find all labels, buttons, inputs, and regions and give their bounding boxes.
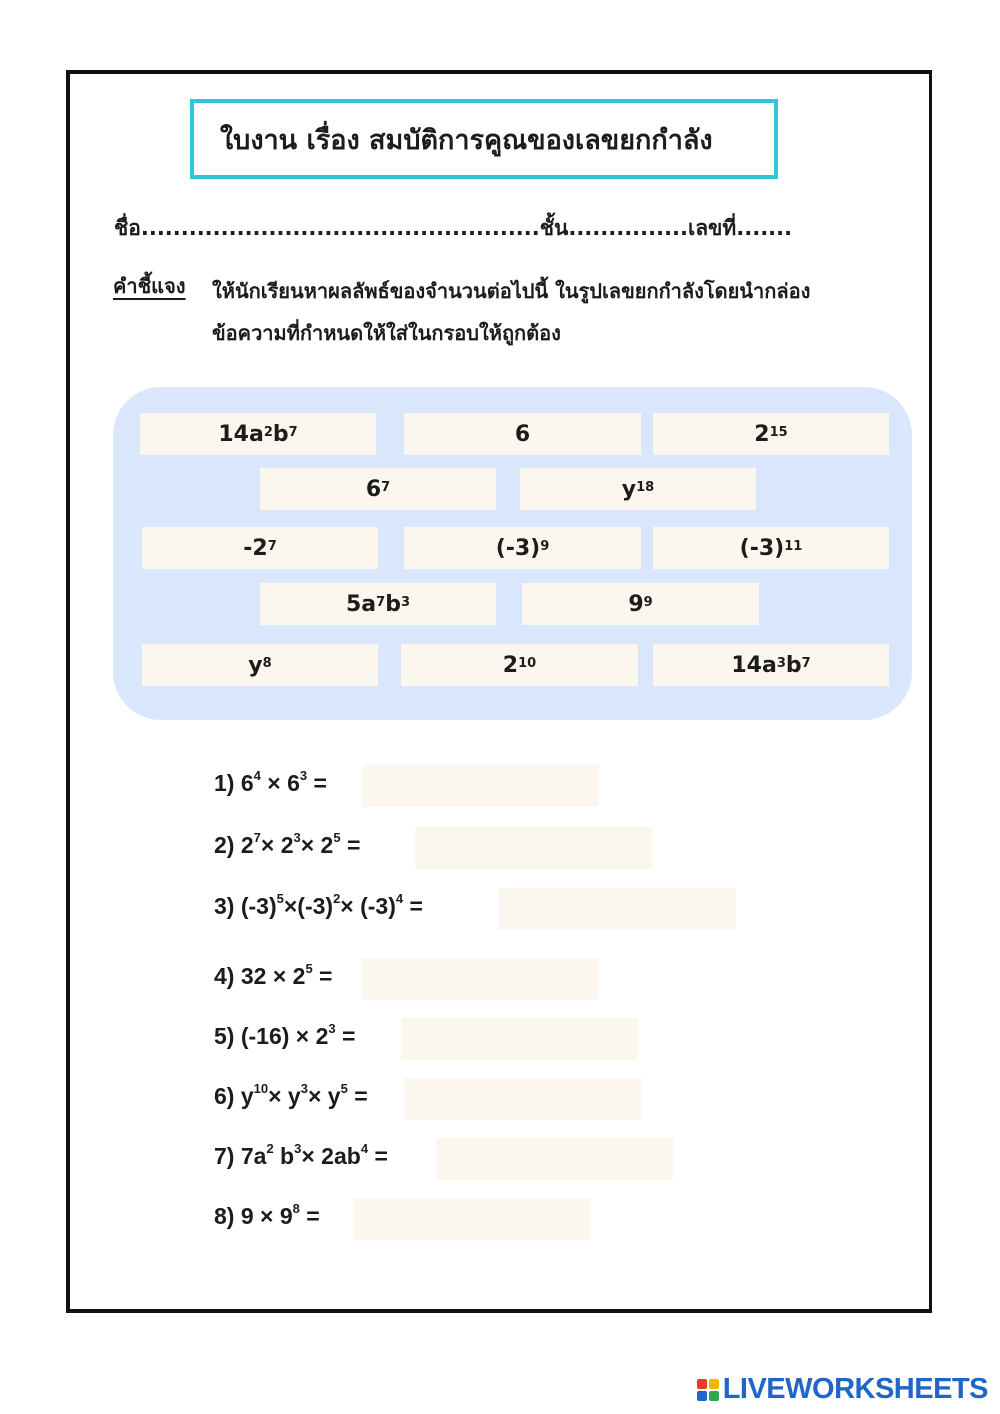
answer-drop-slot[interactable]: [401, 1018, 638, 1060]
expression-base: b: [273, 1143, 295, 1169]
chip-exponent: 9: [643, 594, 653, 610]
chip-base: -2: [243, 535, 268, 561]
chip-base: b: [272, 421, 289, 447]
question-number: 6): [214, 1083, 241, 1109]
chip-exponent: 11: [784, 538, 803, 554]
answer-chip[interactable]: [260, 583, 496, 625]
answer-drop-slot[interactable]: [362, 958, 599, 1000]
answer-chip[interactable]: [260, 468, 496, 510]
chip-base: 5a: [346, 591, 377, 617]
expression-base: 9 × 9: [240, 1203, 293, 1229]
logo-square: [697, 1379, 707, 1389]
chip-base: 6: [514, 421, 531, 447]
expression-exponent: 3: [328, 1021, 336, 1037]
expression-exponent: 5: [333, 830, 341, 846]
expression-base: 7a: [240, 1143, 267, 1169]
expression-exponent: 5: [305, 961, 313, 977]
answer-chip[interactable]: [653, 527, 889, 569]
chip-exponent: 10: [518, 655, 537, 671]
expression-exponent: 3: [299, 768, 308, 784]
expression-exponent: 4: [253, 768, 261, 784]
expression-base: × y: [307, 1083, 341, 1109]
chip-exponent: 15: [769, 424, 788, 440]
logo-square: [709, 1391, 719, 1401]
logo-square: [697, 1391, 707, 1401]
instruction-text: [212, 270, 882, 354]
chip-base: (-3): [739, 535, 785, 561]
student-info-line: ชื่อ..................................................ชั้น...............เลขที่.......: [114, 216, 793, 240]
answer-drop-slot[interactable]: [353, 1198, 590, 1240]
expression-exponent: 3: [300, 1081, 308, 1097]
expression-exponent: 3: [293, 830, 301, 846]
answer-drop-slot[interactable]: [404, 1078, 641, 1120]
equals-sign: =: [368, 1143, 388, 1169]
expression-base: × 2: [300, 832, 334, 858]
expression-base: × 6: [260, 770, 300, 796]
chip-base: b: [385, 591, 401, 617]
question-number: 3): [214, 893, 241, 919]
expression-exponent: 3: [294, 1141, 302, 1157]
expression-exponent: 10: [253, 1081, 269, 1097]
question-number: 8): [214, 1203, 241, 1229]
expression-exponent: 2: [266, 1141, 274, 1157]
expression-base: × y: [268, 1083, 301, 1109]
answer-drop-slot[interactable]: [436, 1138, 673, 1180]
answer-chip[interactable]: [653, 413, 889, 455]
chip-base: 2: [754, 421, 770, 447]
question-1: [214, 770, 327, 797]
answer-drop-slot[interactable]: [362, 765, 599, 807]
chip-base: 6: [365, 476, 382, 502]
chip-exponent: 7: [801, 655, 811, 671]
expression-base: y: [240, 1083, 254, 1109]
question-8: [214, 1203, 320, 1230]
expression-exponent: 7: [253, 830, 261, 846]
instruction-line-1: ให้นักเรียนหาผลลัพธ์ของจำนวนต่อไปนี้ ในรูปเลขยกกำลังโดยนำกล่อง: [212, 279, 811, 303]
chip-exponent: 3: [400, 594, 410, 610]
expression-base: (-16) × 2: [240, 1023, 329, 1049]
chip-exponent: 9: [540, 538, 550, 554]
question-3: [214, 893, 423, 920]
chip-exponent: 7: [381, 479, 391, 495]
answer-drop-slot[interactable]: [499, 888, 736, 930]
expression-base: 2: [240, 832, 254, 858]
equals-sign: =: [335, 1023, 356, 1049]
expression-base: × 2ab: [301, 1143, 361, 1169]
instruction-line-2: ข้อความที่กำหนดให้ใส่ในกรอบให้ถูกต้อง: [212, 321, 561, 345]
expression-exponent: 5: [276, 891, 284, 907]
question-number: 7): [214, 1143, 241, 1169]
question-2: [214, 832, 360, 859]
answer-chip[interactable]: [404, 413, 641, 455]
chip-exponent: 2: [263, 424, 273, 440]
logo-text: LIVEWORKSHEETS: [722, 1373, 988, 1405]
expression-exponent: 8: [292, 1201, 300, 1217]
worksheet-title: [190, 99, 778, 179]
expression-base: × 2: [260, 832, 294, 858]
expression-base: 32 × 2: [240, 963, 306, 989]
question-4: [214, 963, 333, 990]
liveworksheets-logo: [697, 1373, 988, 1406]
equals-sign: =: [403, 893, 423, 919]
expression-base: (-3): [240, 893, 277, 919]
chip-exponent: 7: [288, 424, 298, 440]
chip-base: 14a: [218, 421, 264, 447]
chip-exponent: 8: [262, 655, 272, 671]
question-number: 2): [214, 832, 241, 858]
equals-sign: =: [347, 1083, 368, 1109]
expression-base: ×(-3): [283, 893, 334, 919]
question-7: [214, 1143, 388, 1170]
equals-sign: =: [299, 1203, 320, 1229]
answer-chip[interactable]: [401, 644, 638, 686]
chip-base: y: [621, 476, 637, 502]
instruction-label: คำชี้แจง: [113, 274, 186, 298]
question-number: 5): [214, 1023, 241, 1049]
answer-chip[interactable]: [653, 644, 889, 686]
answer-chip[interactable]: [140, 413, 376, 455]
expression-base: × (-3): [340, 893, 396, 919]
chip-base: (-3): [495, 535, 541, 561]
answer-chip[interactable]: [522, 583, 759, 625]
equals-sign: =: [312, 963, 333, 989]
expression-base: 6: [240, 770, 254, 796]
equals-sign: =: [307, 770, 327, 796]
equals-sign: =: [340, 832, 361, 858]
chip-exponent: 3: [776, 655, 786, 671]
expression-exponent: 2: [333, 891, 341, 907]
question-number: 1): [214, 770, 241, 796]
chip-base: 14a: [731, 652, 777, 678]
question-number: 4): [214, 963, 241, 989]
chip-base: 9: [628, 591, 644, 617]
expression-exponent: 4: [360, 1141, 369, 1157]
answer-chip[interactable]: [142, 644, 378, 686]
question-5: [214, 1023, 355, 1050]
answer-chip[interactable]: [404, 527, 641, 569]
chip-exponent: 7: [267, 538, 277, 554]
chip-exponent: 7: [376, 594, 386, 610]
chip-base: y: [248, 652, 263, 678]
chip-base: 2: [502, 652, 519, 678]
liveworksheets-logo-icon: [697, 1379, 719, 1401]
answer-chip[interactable]: [520, 468, 756, 510]
expression-exponent: 4: [395, 891, 404, 907]
question-6: [214, 1083, 368, 1110]
answer-chip[interactable]: [142, 527, 378, 569]
chip-exponent: 18: [636, 479, 655, 495]
answer-drop-slot[interactable]: [415, 827, 652, 869]
logo-square: [709, 1379, 719, 1389]
chip-base: b: [785, 652, 802, 678]
expression-exponent: 5: [340, 1081, 348, 1097]
worksheet-title-text: ใบงาน เรื่อง สมบัติการคูณของเลขยกกำลัง: [220, 124, 713, 156]
